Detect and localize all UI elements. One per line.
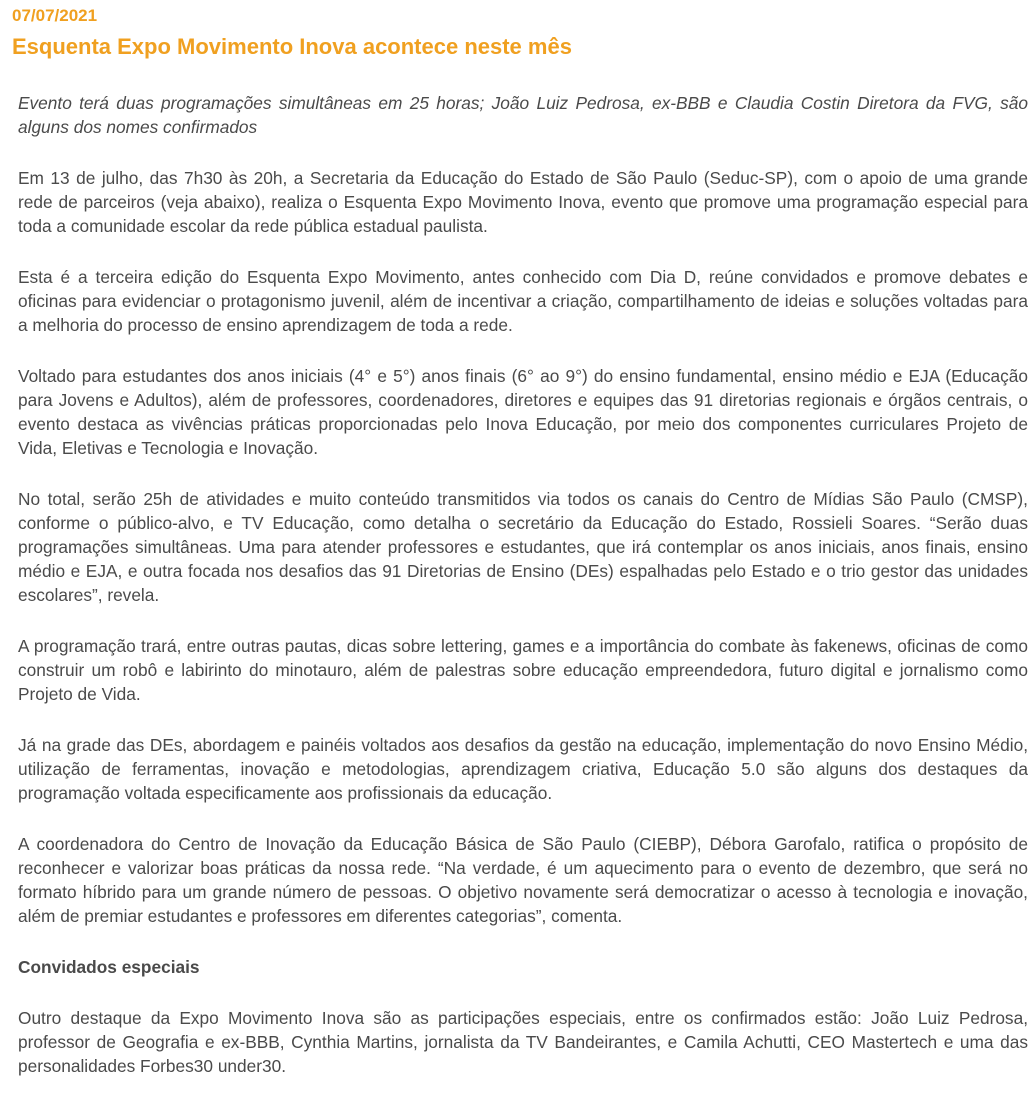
article-body (18, 91, 1028, 1105)
article-paragraph: A coordenadora do Centro de Inovação da Educação Básica de São Paulo (CIEBP), Débora Garofalo, ratifica o propósito de reconhecer e valorizar boas práticas da nossa rede. “Na verdade, é um aquecimento para o evento de dezembro, que será no formato híbrido para um grande número de pessoas. O objetivo novamente será democratizar o acesso à tecnologia e inovação, além de premiar estudantes e professores em diferentes categorias”, comenta. (18, 834, 1028, 926)
article-paragraph: Em 13 de julho, das 7h30 às 20h, a Secretaria da Educação do Estado de São Paulo (Seduc-SP), com o apoio de uma grande rede de parceiros (veja abaixo), realiza o Esquenta Expo Movimento Inova, evento que promove uma programação especial para toda a comunidade escolar da rede pública estadual paulista. (18, 168, 1028, 236)
article-paragraph: Esta é a terceira edição do Esquenta Expo Movimento, antes conhecido com Dia D, reúne convidados e promove debates e oficinas para evidenciar o protagonismo juvenil, além de incentivar a criação, compartilhamento de ideias e soluções voltadas para a melhoria do processo de ensino aprendizagem de toda a rede. (18, 267, 1028, 335)
section-heading-guests: Convidados especiais (18, 957, 200, 977)
article-paragraph: Outro destaque da Expo Movimento Inova são as participações especiais, entre os confirmados estão: João Luiz Pedrosa, professor de Geografia e ex-BBB, Cynthia Martins, jornalista da TV Bandeirantes, e Camila Achutti, CEO Mastertech e uma das personalidades Forbes30 under30. (18, 1008, 1028, 1076)
article-lead: Evento terá duas programações simultâneas em 25 horas; João Luiz Pedrosa, ex-BBB e Claudia Costin Diretora da FVG, são alguns dos nomes confirmados (18, 93, 1028, 137)
article-date: 07/07/2021 (12, 6, 98, 25)
article-paragraph: A programação trará, entre outras pautas, dicas sobre lettering, games e a importância do combate às fakenews, oficinas de como construir um robô e labirinto do minotauro, além de palestras sobre educação empreendedora, futuro digital e jornalismo como Projeto de Vida. (18, 636, 1028, 704)
article-paragraph: No total, serão 25h de atividades e muito conteúdo transmitidos via todos os canais do Centro de Mídias São Paulo (CMSP), conforme o público-alvo, e TV Educação, como detalha o secretário da Educação do Estado, Rossieli Soares. “Serão duas programações simultâneas. Uma para atender professores e estudantes, que irá contemplar os anos iniciais, anos finais, ensino médio e EJA, e outra focada nos desafios das 91 Diretorias de Ensino (DEs) espalhadas pelo Estado e o trio gestor das unidades escolares”, revela. (18, 489, 1028, 605)
article-paragraph: Voltado para estudantes dos anos iniciais (4° e 5°) anos finais (6° ao 9°) do ensino fundamental, ensino médio e EJA (Educação para Jovens e Adultos), além de professores, coordenadores, diretores e equipes das 91 diretorias regionais e órgãos centrais, o evento destaca as vivências práticas proporcionadas pelo Inova Educação, por meio dos componentes curriculares Projeto de Vida, Eletivas e Tecnologia e Inovação. (18, 366, 1028, 458)
article-paragraph: Já na grade das DEs, abordagem e painéis voltados aos desafios da gestão na educação, implementação do novo Ensino Médio, utilização de ferramentas, inovação e metodologias, aprendizagem criativa, Educação 5.0 são alguns dos destaques da programação voltada especificamente aos profissionais da educação. (18, 735, 1028, 803)
article-title: Esquenta Expo Movimento Inova acontece neste mês (12, 34, 572, 59)
